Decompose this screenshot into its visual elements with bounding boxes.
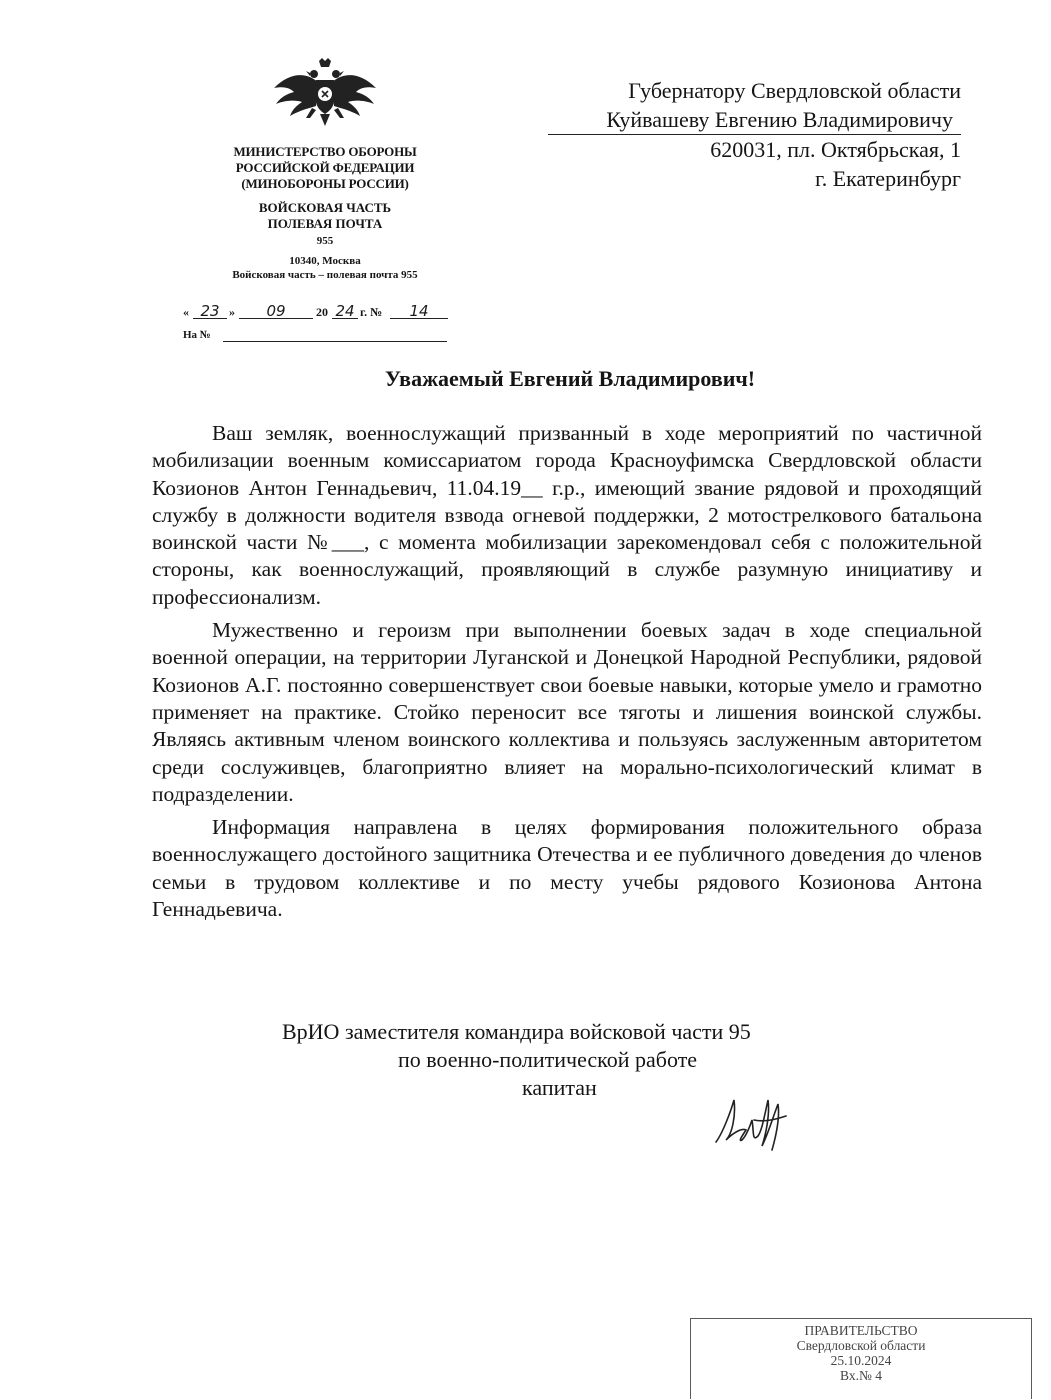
unit-line2: ПОЛЕВАЯ ПОЧТА: [267, 216, 383, 231]
ministry-line3: (МИНОБОРОНЫ РОССИИ): [241, 176, 409, 191]
date-month: 09: [239, 302, 313, 319]
ministry-line2: РОССИЙСКОЙ ФЕДЕРАЦИИ: [235, 160, 415, 175]
salutation: Уважаемый Евгений Владимирович!: [384, 366, 756, 391]
addressee-name: Куйвашеву Евгению Владимировичу: [548, 105, 961, 135]
date-year: 24: [332, 302, 358, 319]
date-year-prefix: 20: [316, 305, 328, 319]
signatory-department: по военно-политической работе: [398, 1047, 698, 1072]
reply-to-line: [183, 329, 453, 345]
registration-stamp: [690, 1318, 1032, 1399]
stamp-line1: ПРАВИТЕЛЬСТВО: [804, 1323, 918, 1338]
date-open-quote: «: [183, 305, 189, 319]
body-paragraph-2: Мужественно и героизм при выполнении боевых задач в ходе специальной военной операции, на территории Луганской и Донецкой Народной Республики, рядовой Козионов А.Г. постоянно совершенствует свои боевые навыки, которые умело и грамотно применяет на практике. Стойко переносит все тяготы и лишения воинской службы. Являясь активным членом воинского коллектива и пользуясь заслуженным авторитетом среди сослуживцев, благоприятно влияет на морально-психологический климат в подразделении.: [152, 618, 982, 806]
unit-name: [175, 200, 475, 232]
signatory-rank: капитан: [522, 1075, 597, 1100]
double-headed-eagle-emblem-icon: [270, 58, 380, 128]
document-number: 14: [390, 302, 448, 319]
reply-to-label: На №: [183, 329, 211, 341]
ministry-line1: МИНИСТЕРСТВО ОБОРОНЫ: [233, 144, 417, 159]
addressee-block: [491, 76, 961, 193]
ministry-name: [175, 144, 475, 192]
unit-number: 955: [316, 235, 334, 247]
body-paragraph-1: Ваш земляк, военнослужащий призванный в ходе мероприятий по частичной мобилизации военным комиссариатом города Красноуфимска Свердловской области Козионов Антон Геннадьевич, 11.04.19__ г.р., имеющий звание рядовой и проходящий службу в должности водителя взвода огневой поддержки, 2 мотострелкового батальона воинской части №___, с момента мобилизации зарекомендовал себя с положительной стороны, как военнослужащий, проявляющий в службе разумную инициативу и профессионализм.: [152, 421, 982, 609]
date-close-quote: »: [229, 305, 235, 319]
letterhead: [175, 58, 475, 341]
handwritten-signature: [712, 1090, 792, 1160]
signatory-position: ВрИО заместителя командира войсковой части 95: [282, 1019, 751, 1044]
document-date-line: [183, 302, 453, 322]
addressee-title: Губернатору Свердловской области: [628, 78, 961, 103]
reply-to-underline: [223, 341, 447, 342]
unit-address: 10340, Москва: [289, 255, 361, 267]
stamp-line2: Свердловской области: [796, 1338, 926, 1353]
unit-line1: ВОЙСКОВАЯ ЧАСТЬ: [258, 200, 392, 215]
stamp-incoming-number: Вх.№ 4: [840, 1368, 882, 1383]
stamp-date: 25.10.2024: [830, 1353, 892, 1368]
body-paragraph-3: Информация направлена в целях формирования положительного образа военнослужащего достойного защитника Отечества и ее публичного доведения до членов семьи в трудовом коллективе и по месту учебы рядового Козионова Антона Геннадьевича.: [152, 815, 982, 922]
letter-body: [152, 420, 982, 923]
addressee-street: 620031, пл. Октябрьская, 1: [710, 137, 961, 162]
unit-field-post: Войсковая часть – полевая почта 955: [232, 269, 418, 281]
date-day: 23: [193, 302, 227, 319]
date-number-label: г. №: [360, 305, 383, 319]
addressee-city: г. Екатеринбург: [815, 166, 961, 191]
